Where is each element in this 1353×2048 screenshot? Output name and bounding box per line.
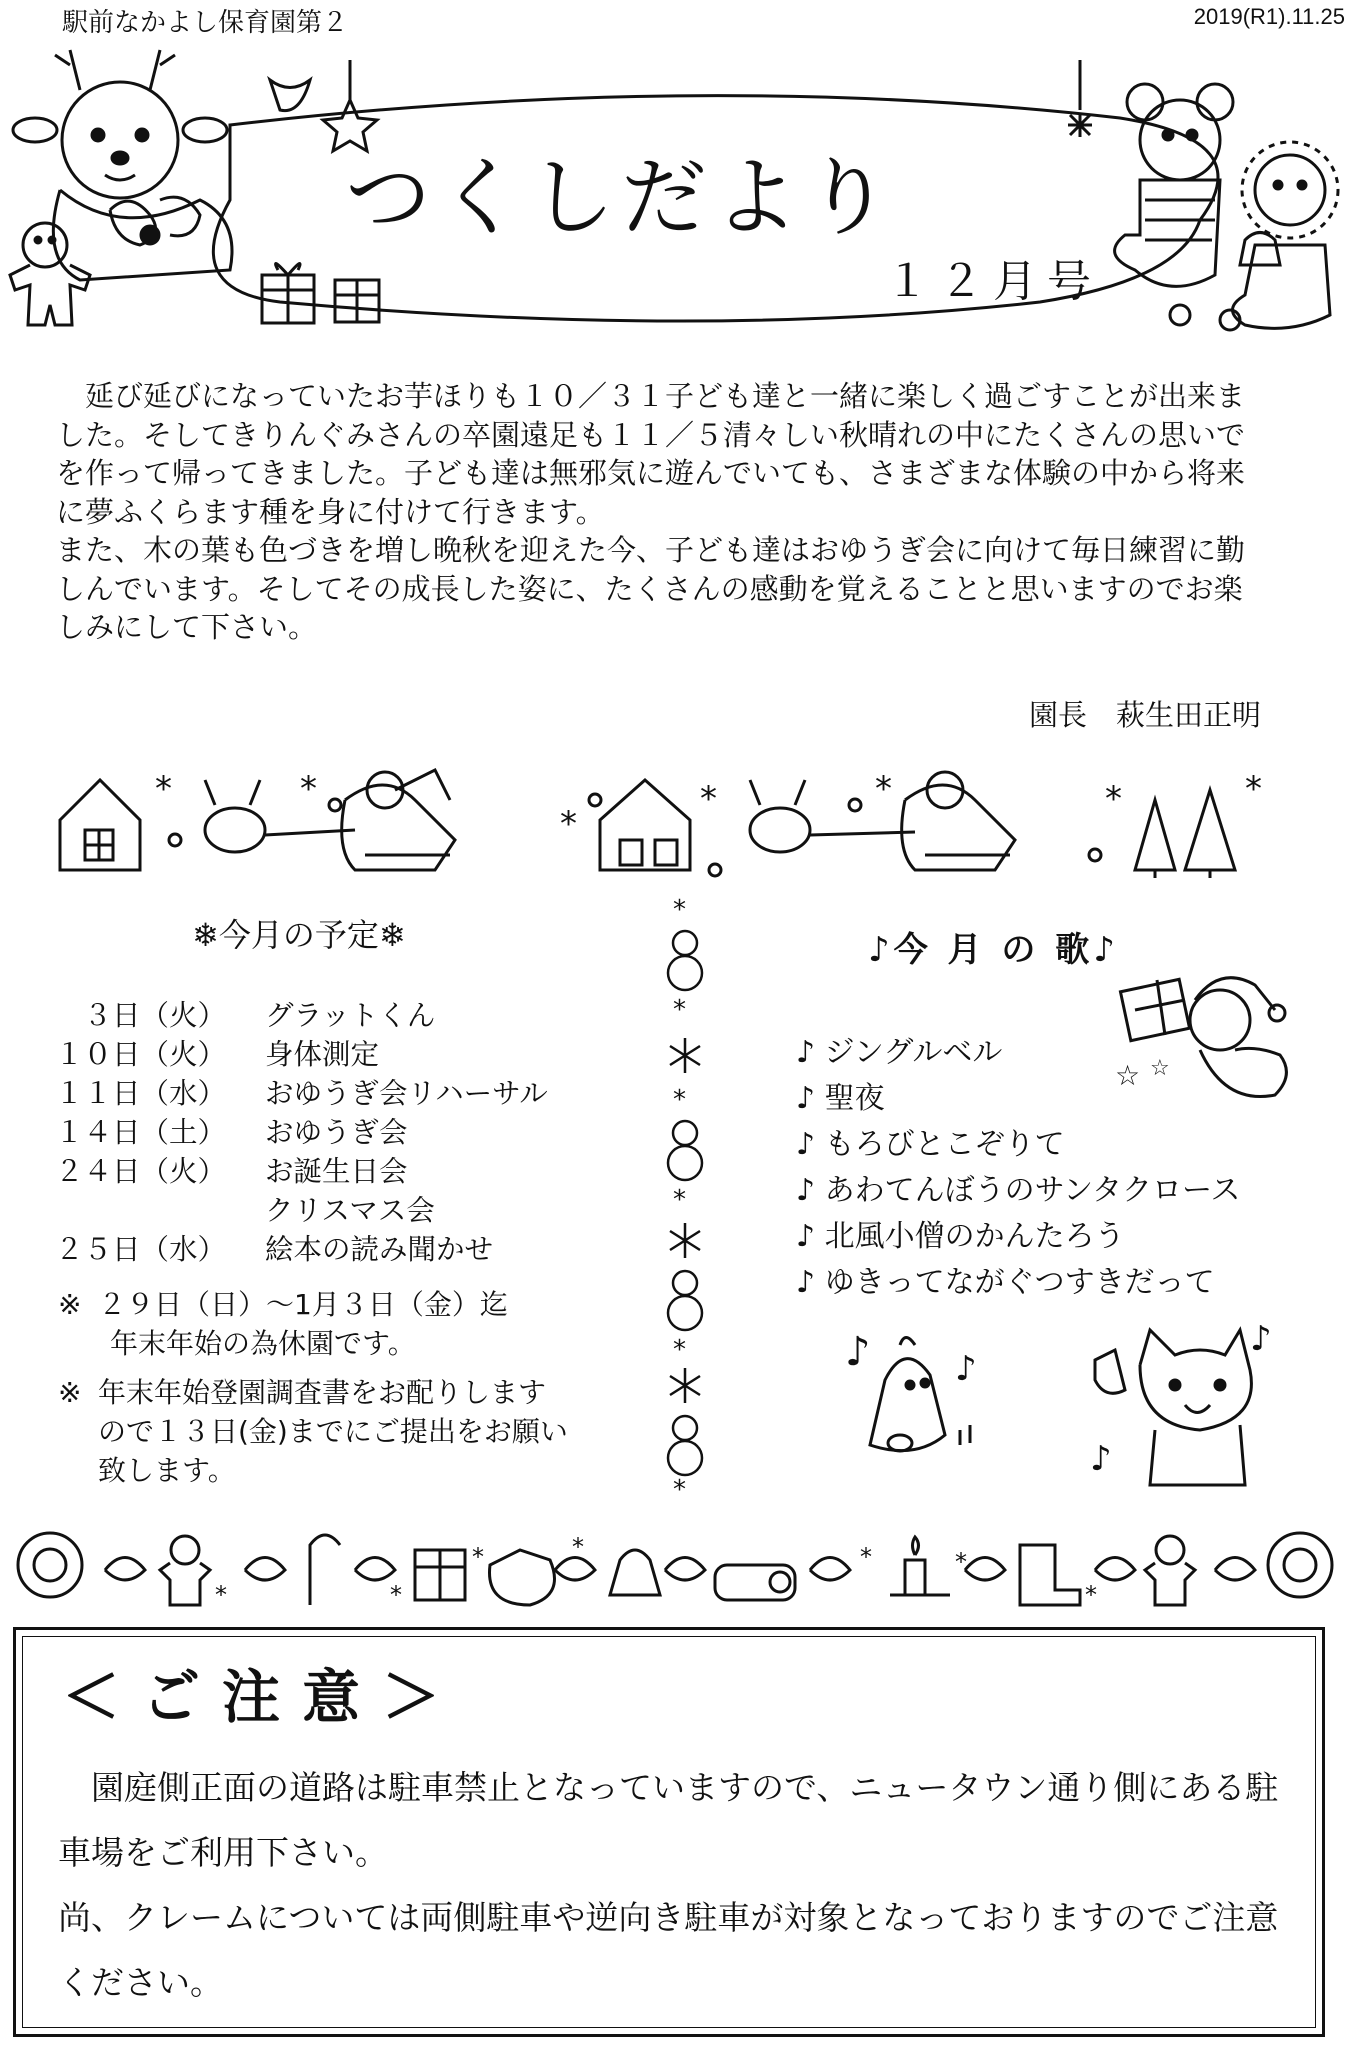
holly-icon	[1095, 1558, 1135, 1581]
intro-paragraph-2: また、木の葉も色づきを増し晩秋を迎えた今、子ども達はおゆうぎ会に向けて毎日練習に勤しんでいます。そしてその成長した姿に、たくさんの感動を覚えることと思いますのでお楽しみにして下さい。	[56, 533, 1246, 644]
cat-with-bell-icon	[1080, 1320, 1280, 1495]
bell-with-notes-icon	[845, 1325, 995, 1485]
snowman-icon	[668, 1416, 702, 1475]
svg-text:*: *	[673, 1085, 686, 1115]
svg-text:*: *	[673, 1335, 686, 1365]
svg-text:*: *	[300, 769, 317, 809]
song-item: ♪ あわてんぼうのサンタクロース	[796, 1173, 1241, 1208]
yule-log-icon	[715, 1565, 795, 1600]
schedule-event: グラットくん	[265, 999, 436, 1032]
svg-text:*: *	[673, 1475, 686, 1498]
svg-text:*: *	[390, 1581, 402, 1609]
schedule-date: １１日（水）	[55, 1077, 227, 1110]
note-line: 致します。	[98, 1454, 236, 1487]
snowman-icon	[668, 1121, 702, 1180]
song-item: ♪ ゆきってながぐつすきだって	[796, 1265, 1215, 1300]
song-item: ♪ ジングルベル	[796, 1035, 1003, 1070]
schedule-event: お誕生日会	[265, 1155, 408, 1188]
schedule-date: ３日（火）	[55, 999, 227, 1032]
schedule-title: ❄今月の予定❄	[192, 916, 406, 954]
schedule-event: おゆうぎ会リハーサル	[265, 1077, 548, 1110]
song-item: ♪ もろびとこぞりて	[796, 1127, 1065, 1162]
holly-icon	[965, 1558, 1005, 1581]
candle-icon	[890, 1537, 950, 1595]
gingerbread-icon	[1145, 1536, 1195, 1605]
christmas-decoration-band-top	[55, 760, 1305, 880]
house-icon	[600, 780, 690, 870]
bag-icon	[490, 1550, 555, 1605]
stocking-icon	[1020, 1545, 1080, 1605]
holly-icon	[105, 1558, 145, 1581]
svg-text:♪: ♪	[1250, 1320, 1272, 1359]
present-icon	[262, 264, 379, 323]
holly-icon	[665, 1558, 705, 1581]
note-mark: ※	[58, 1376, 82, 1409]
caution-title: ＜ご注意＞	[62, 1663, 463, 1731]
schedule-date: １０日（火）	[55, 1038, 227, 1071]
issue-date: 2019(R1).11.25	[1193, 4, 1345, 29]
svg-text:*: *	[1105, 779, 1122, 819]
svg-text:*: *	[860, 1543, 872, 1571]
note-mark: ※	[58, 1288, 82, 1321]
school-name: 駅前なかよし保育園第２	[62, 8, 349, 38]
svg-text:*: *	[472, 1543, 484, 1571]
reindeer-sleigh-icon	[205, 770, 455, 870]
schedule-date: １４日（土）	[55, 1116, 227, 1149]
intro-message	[56, 377, 1266, 647]
svg-text:*: *	[560, 804, 577, 844]
holly-icon	[245, 1558, 285, 1581]
gingerbread-icon	[160, 1536, 210, 1605]
note-line: 年末年始登園調査書をお配りします	[98, 1376, 547, 1409]
note-line: ので１３日(金)までにご提出をお願い	[98, 1415, 568, 1448]
holly-icon	[110, 197, 200, 245]
snowflake-icon	[670, 1223, 700, 1258]
present-icon	[415, 1550, 465, 1600]
svg-text:*: *	[955, 1548, 967, 1576]
schedule-date: ２５日（水）	[55, 1233, 227, 1266]
caution-paragraph-1: 園庭側正面の道路は駐車禁止となっていますので、ニュータウン通り側にある駐車場をご利用下さい。	[58, 1768, 1279, 1872]
note-survey	[58, 1373, 568, 1490]
newsletter-title: つくしだより	[345, 148, 897, 248]
svg-text:☆: ☆	[1150, 1056, 1170, 1081]
svg-text:*: *	[1085, 1581, 1097, 1609]
santa-with-gift-icon	[1105, 965, 1305, 1115]
svg-text:*: *	[700, 779, 717, 819]
house-icon	[60, 780, 140, 870]
intro-paragraph-1: 延び延びになっていたお芋ほりも１０／３１子ども達と一緒に楽しく過ごすことが出来ました。そしてきりんぐみさんの卒園遠足も１１／５清々しい秋晴れの中にたくさんの思いでを作って帰ってきました。子ども達は無邪気に遊んでいても、さまざまな体験の中から将来に夢ふくらます種を身に付けて行きます。	[56, 379, 1246, 529]
wreath-icon	[1268, 1533, 1332, 1597]
wreath-icon	[18, 1533, 82, 1597]
caution-paragraph-2: 尚、クレームについては両側駐車や逆向き駐車が対象となっておりますのでご注意ください。	[58, 1898, 1279, 2002]
snowman-column-decoration	[655, 898, 715, 1498]
snowman-icon	[668, 1271, 702, 1330]
gingerbread-icon	[10, 223, 90, 325]
snowman-icon	[668, 931, 702, 990]
issue-number: １２月号	[885, 256, 1101, 307]
svg-text:*: *	[1245, 769, 1262, 809]
schedule-event: クリスマス会	[265, 1194, 435, 1227]
holly-icon	[810, 1558, 850, 1581]
note-holiday	[58, 1285, 568, 1363]
svg-text:*: *	[673, 898, 686, 925]
snowflake-icon	[670, 1368, 700, 1403]
svg-text:*: *	[572, 1533, 584, 1561]
svg-text:*: *	[673, 995, 686, 1025]
svg-text:*: *	[673, 1185, 686, 1215]
schedule-notes	[58, 1285, 568, 1500]
note-line: ２９日（日）～1月３日（金）迄	[98, 1288, 508, 1321]
note-line: 年末年始の為休園です。	[110, 1327, 416, 1360]
songs-title: ♪今 月 の 歌♪	[868, 930, 1119, 970]
svg-text:☆: ☆	[1115, 1059, 1141, 1092]
svg-text:♪: ♪	[1090, 1439, 1112, 1479]
song-item: ♪ 聖夜	[796, 1081, 885, 1116]
svg-text:♪: ♪	[845, 1329, 871, 1375]
holly-icon	[355, 1558, 395, 1581]
caution-message	[58, 1755, 1298, 2015]
schedule-event: おゆうぎ会	[265, 1116, 408, 1149]
svg-text:♪: ♪	[955, 1349, 977, 1389]
svg-text:*: *	[215, 1581, 227, 1609]
schedule-event: 絵本の読み聞かせ	[265, 1233, 494, 1266]
song-item: ♪ 北風小僧のかんたろう	[796, 1219, 1125, 1254]
holly-icon	[1215, 1558, 1255, 1581]
svg-text:*: *	[155, 769, 172, 809]
principal-signature: 園長 萩生田正明	[1028, 698, 1261, 732]
snowflake-icon	[670, 1038, 700, 1073]
schedule-date: ２４日（火）	[55, 1155, 227, 1188]
trees-icon	[1135, 790, 1235, 878]
bell-icon	[610, 1550, 660, 1595]
candy-cane-icon	[310, 1535, 340, 1605]
svg-text:*: *	[875, 769, 892, 809]
reindeer-icon	[13, 50, 232, 280]
christmas-decoration-band-bottom	[10, 1525, 1340, 1610]
schedule-event: 身体測定	[265, 1038, 380, 1071]
